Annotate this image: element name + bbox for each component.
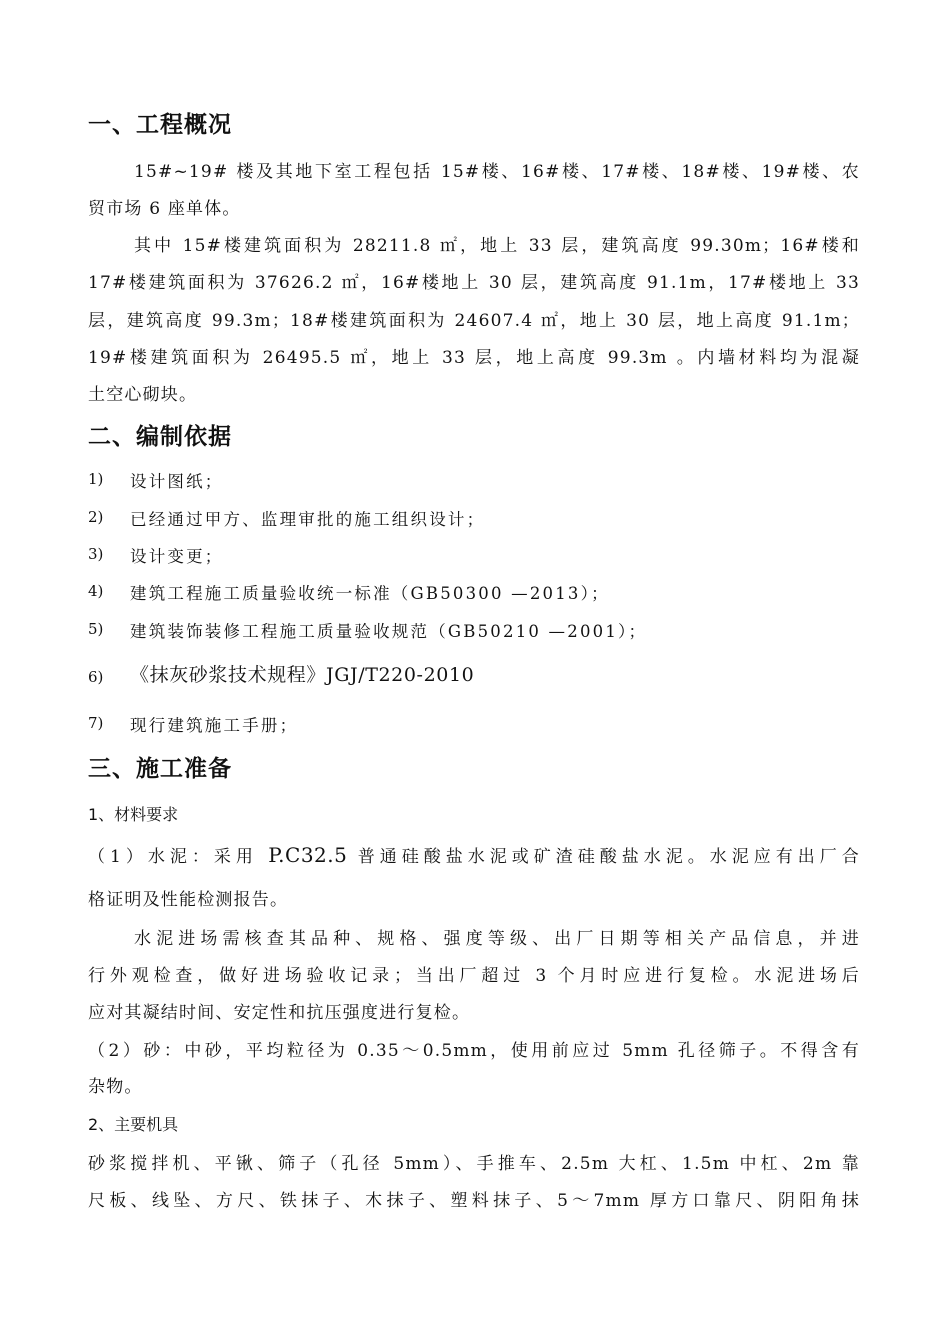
cement-label: （1）水泥：采用 xyxy=(88,847,269,867)
list-item-number: 6) xyxy=(88,668,104,686)
tools-line-1: 砂浆搅拌机、平锹、筛子（孔径 5mm）、手推车、2.5m 大杠、1.5m 中杠、2m 靠 xyxy=(88,1154,860,1174)
list-item: 已经通过甲方、监理审批的施工组织设计； xyxy=(130,510,486,529)
list-item-number: 7) xyxy=(88,714,104,732)
sand-line-1: （2）砂：中砂，平均粒径为 0.35～0.5mm，使用前应过 5mm 孔径筛子。不得含有 xyxy=(88,1041,860,1061)
section-heading-overview: 一、工程概况 xyxy=(88,112,232,138)
cement-grade: P.C32.5 xyxy=(268,843,348,867)
overview-paragraph-2-line-2: 17#楼建筑面积为 37626.2 ㎡，16#楼地上 30 层，建筑高度 91.1m，17#楼地上 33 xyxy=(88,273,860,293)
section-heading-preparation: 三、施工准备 xyxy=(88,756,232,782)
list-item-number: 4) xyxy=(88,582,104,600)
cement-check-line-3: 应对其凝结时间、安定性和抗压强度进行复检。 xyxy=(88,1003,471,1023)
list-item: 设计变更； xyxy=(130,547,224,566)
section-heading-basis: 二、编制依据 xyxy=(88,424,232,450)
list-item-number: 3) xyxy=(88,545,104,563)
list-item: 现行建筑施工手册； xyxy=(130,716,299,735)
list-item-number: 5) xyxy=(88,620,104,638)
overview-paragraph-2-line-3: 层，建筑高度 99.3m；18#楼建筑面积为 24607.4 ㎡，地上 30 层，地上高度 91.1m； xyxy=(88,311,860,331)
overview-paragraph-1-line-2: 贸市场 6 座单体。 xyxy=(88,199,241,219)
overview-paragraph-1-line-1: 15#~19# 楼及其地下室工程包括 15#楼、16#楼、17#楼、18#楼、19#楼、农 xyxy=(134,162,860,182)
cement-description: 普通硅酸盐水泥或矿渣硅酸盐水泥。水泥应有出厂合 xyxy=(347,847,861,867)
list-item-number: 1) xyxy=(88,470,104,488)
overview-paragraph-2-line-4: 19#楼建筑面积为 26495.5 ㎡，地上 33 层，地上高度 99.3m 。内墙材料均为混凝 xyxy=(88,348,860,368)
overview-paragraph-2-line-5: 土空心砌块。 xyxy=(88,385,198,405)
list-item: 《抹灰砂浆技术规程》JGJ/T220-2010 xyxy=(130,664,475,686)
sand-line-2: 杂物。 xyxy=(88,1077,143,1097)
cement-line-1 xyxy=(88,842,860,867)
list-item: 设计图纸； xyxy=(130,472,224,491)
cement-line-2: 格证明及性能检测报告。 xyxy=(88,890,289,910)
list-item-number: 2) xyxy=(88,508,104,526)
list-item: 建筑工程施工质量验收统一标准（GB50300 —2013）； xyxy=(130,584,610,603)
overview-paragraph-2-line-1: 其中 15#楼建筑面积为 28211.8 ㎡，地上 33 层，建筑高度 99.30m；16#楼和 xyxy=(134,236,860,256)
subsection-title-materials: 1、材料要求 xyxy=(88,805,179,824)
tools-line-2: 尺板、线坠、方尺、铁抹子、木抹子、塑料抹子、5～7mm 厚方口靠尺、阴阳角抹 xyxy=(88,1191,860,1211)
subsection-title-tools: 2、主要机具 xyxy=(88,1115,179,1134)
cement-check-line-2: 行外观检查，做好进场验收记录；当出厂超过 3 个月时应进行复检。水泥进场后 xyxy=(88,966,860,986)
cement-check-line-1: 水泥进场需核查其品种、规格、强度等级、出厂日期等相关产品信息，并进 xyxy=(134,929,860,949)
list-item: 建筑装饰装修工程施工质量验收规范（GB50210 —2001）； xyxy=(130,622,648,641)
